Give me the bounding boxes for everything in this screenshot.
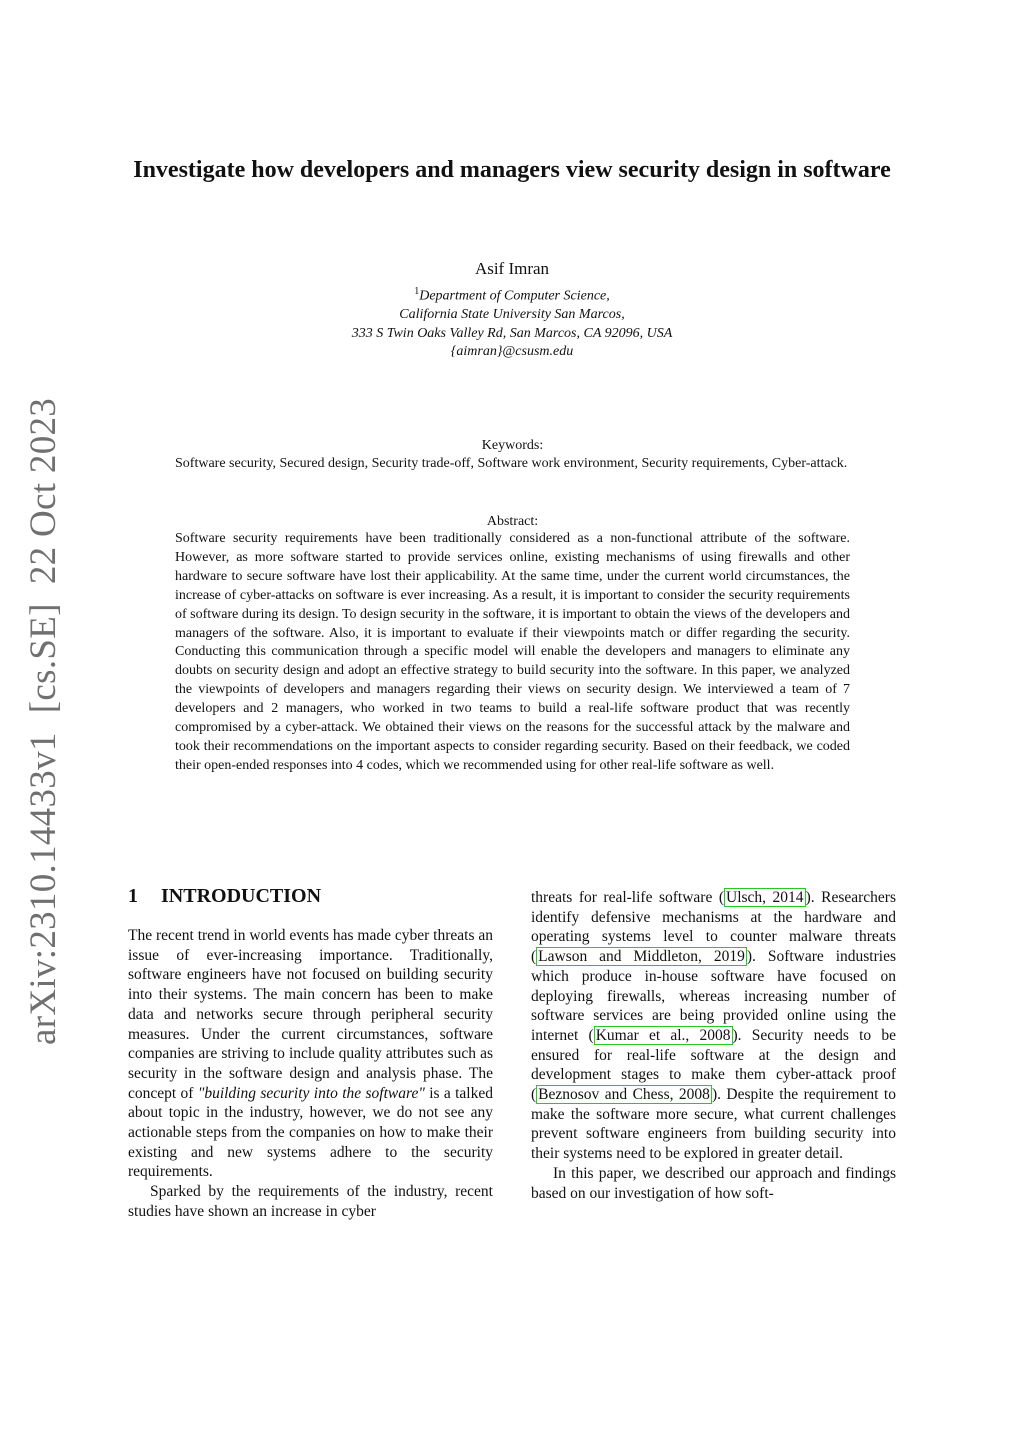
abstract-label: Abstract: — [486, 514, 539, 529]
keywords-text: Software security, Secured design, Security trade-off, Software work environment, Security requirements, Cyber-attack. — [175, 456, 848, 471]
right-column — [531, 888, 896, 1203]
arxiv-identifier-stamp: arXiv:2310.14433v1 [cs.SE] 22 Oct 2023 — [23, 397, 64, 1045]
intro-p1-text-b: is a talked about topic in the industry, however, we do not see any actionable steps from the companies on how to make their existing and new systems adhere to the security requirements. — [128, 1084, 493, 1181]
affiliation-line-1 — [212, 283, 812, 306]
citation-link-kumar[interactable]: Kumar et al., 2008 — [595, 1026, 731, 1044]
keywords-label: Keywords: — [481, 438, 544, 453]
citation-link-ulsch[interactable]: Ulsch, 2014 — [726, 889, 804, 906]
affiliation-line-3: 333 S Twin Oaks Valley Rd, San Marcos, CA 92096, USA — [351, 325, 673, 341]
affiliation-superscript: 1 — [414, 286, 420, 297]
intro-paragraph-1 — [128, 926, 493, 1182]
abstract-text: Software security requirements have been traditionally considered as a non-functional attribute of the software. However, as more software started to provide services online, existing mechanisms of using firewalls and other hardware to secure software have lost their applicability. At the same time, under the current world circumstances, the increase of cyber-attacks on software is ever increasing. As a result, it is important to consider the security requirements of software during its design. To design security in the software, it is important to obtain the views of the developers and managers of the software. Also, it is important to evaluate if their viewpoints match or differ regarding the security. Conducting this communication through a specific model will enable the developers and managers to eliminate any doubts on security design and adopt an effective strategy to build security into the software. In this paper, we analyzed the viewpoints of developers and managers regarding their views on security design. We interviewed a team of 7 developers and 2 managers, who worked in two teams to build a real-life software product that was recently compromised by a cyber-attack. We obtained their views on the reasons for the successful attack by the malware and took their recommendations on the important aspects to consider regarding security. Based on their feedback, we coded their open-ended responses into 4 codes, which we recommended using for other real-life software as well. — [175, 531, 850, 773]
citation-link-lawson[interactable]: Lawson and Middleton, 2019 — [538, 948, 745, 966]
author-email: {aimran}@csusm.edu — [450, 344, 574, 360]
citation-link-beznosov[interactable]: Beznosov and Chess, 2008 — [538, 1086, 710, 1104]
intro-r1-text-a: threats for real-life software ( — [531, 889, 724, 906]
intro-paragraph-3: In this paper, we described our approach and findings based on our investigation of how soft- — [531, 1164, 896, 1202]
intro-r1-text-b: ). Researchers identify defensive mechanisms at the hardware and operating systems level to counter malware threats ( — [531, 889, 896, 966]
paper-title: Investigate how developers and managers view security design in software — [133, 157, 891, 183]
section-number: 1 — [128, 885, 138, 907]
intro-r1-text-c: ). Software industries which produce in-house software have focused on deploying firewalls, whereas increasing number of software services are being provided online using the internet ( — [531, 948, 896, 1044]
author-name: Asif Imran — [474, 259, 550, 278]
intro-paragraph-2: Sparked by the requirements of the industry, recent studies have shown an increase in cyber — [128, 1183, 493, 1220]
author-block — [212, 258, 812, 362]
affiliation-department: Department of Computer Science, — [419, 288, 610, 304]
intro-p1-emphasis: "building security into the software" — [197, 1084, 425, 1102]
intro-r1-text-e: ). Despite the requirement to make the software more secure, what current challenges prevent software engineers from building security into their systems need to be explored in greater detail. — [531, 1086, 896, 1163]
intro-r1-text-d: ). Security needs to be ensured for real-life software at the design and development stages to make them cyber-attack proof ( — [531, 1026, 896, 1104]
section-title: INTRODUCTION — [161, 885, 322, 907]
section-heading-introduction — [128, 884, 493, 908]
left-column — [128, 884, 493, 1222]
intro-p1-text-a: The recent trend in world events has made cyber threats an issue of ever-increasing importance. Traditionally, software engineers have not focused on building security into their systems. The main concern has been to make data and networks secure through peripheral security measures. Under the current circumstances, software companies are striving to include quality attributes such as security in the software design and analysis phase. The concept of — [128, 927, 493, 1102]
affiliation-line-2: California State University San Marcos, — [399, 307, 625, 323]
intro-paragraph-2-continued — [531, 888, 896, 1164]
